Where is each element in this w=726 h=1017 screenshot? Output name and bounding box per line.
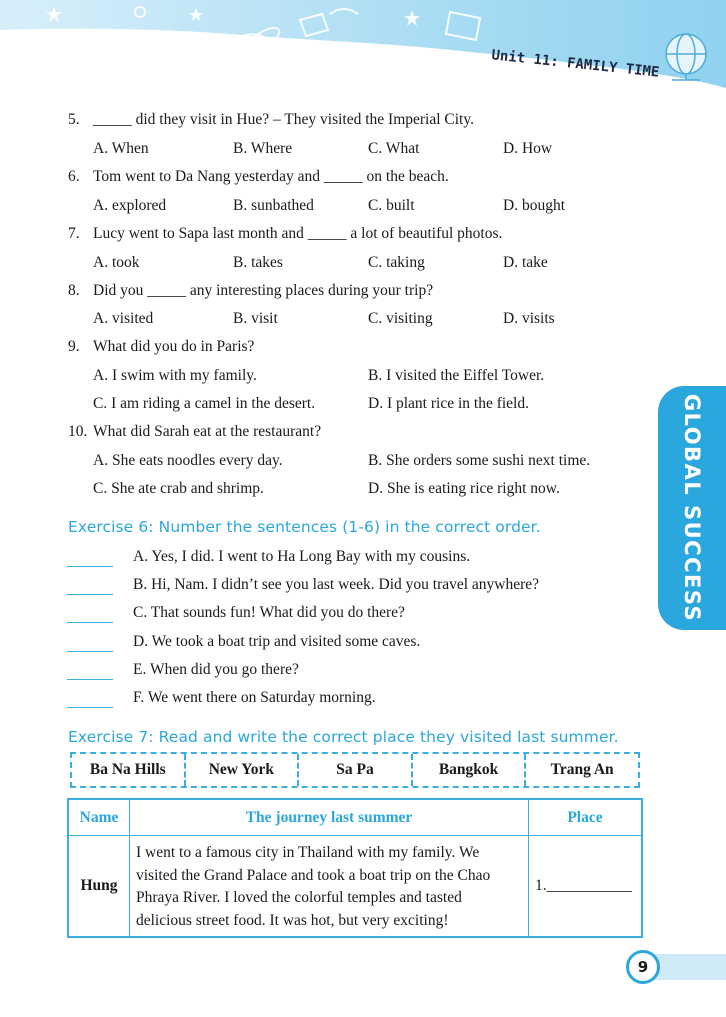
option-c[interactable]: C. She ate crab and shrimp. [93,480,264,497]
row-journey [130,836,529,938]
question-number: 7. [68,225,80,242]
question-text: Lucy went to Sapa last month and _____ a lot of beautiful photos. [93,225,503,242]
question-number: 9. [68,338,80,355]
option-b[interactable]: B. I visited the Eiffel Tower. [368,367,545,384]
word-box [70,752,640,788]
question-text: What did Sarah eat at the restaurant? [93,423,322,440]
journey-line: I went to a famous city in Thailand with my family. We [136,844,480,861]
journey-table [67,798,643,938]
option-c[interactable]: C. taking [368,254,425,271]
question-text: What did you do in Paris? [93,338,255,355]
table-row [68,836,642,938]
option-a[interactable]: A. When [93,140,149,157]
option-c[interactable]: C. I am riding a camel in the desert. [93,395,316,412]
dialogue-sentence: E. When did you go there? [133,661,299,678]
journey-line: delicious street food. It was hot, but very exciting! [136,911,449,929]
dialogue-sentence: D. We took a boat trip and visited some caves. [133,633,421,650]
answer-blank[interactable] [67,651,113,652]
option-b[interactable]: B. Where [233,140,293,157]
question-number: 10. [68,423,88,440]
option-d[interactable]: D. visits [503,310,555,327]
answer-blank[interactable] [67,622,113,623]
word-option: Ba Na Hills [72,754,186,786]
option-d[interactable]: D. take [503,254,548,271]
dialogue-sentence: A. Yes, I did. I went to Ha Long Bay with my cousins. [133,548,471,565]
option-b[interactable]: B. takes [233,254,283,271]
answer-blank[interactable] [67,594,113,595]
option-d[interactable]: D. She is eating rice right now. [368,480,560,497]
option-d[interactable]: D. bought [503,197,565,214]
option-a[interactable]: A. She eats noodles every day. [93,452,283,469]
exercise-7-title: Exercise 7: Read and write the correct place they visited last summer. [68,728,619,746]
column-header-journey: The journey last summer [130,799,529,836]
word-option: Sa Pa [299,754,413,786]
unit-title: Unit 11: FAMILY TIME [490,47,661,81]
question-number: 5. [68,111,80,128]
question-text: _____ did they visit in Hue? – They visited the Imperial City. [93,111,474,128]
row-name: Hung [68,836,130,938]
word-option: Trang An [550,761,614,778]
option-b[interactable]: B. sunbathed [233,197,314,214]
side-tab-label: GLOBAL SUCCESS [680,393,704,623]
journey-line: visited the Grand Palace and took a boat trip on the Chao [136,866,491,884]
exercise-6-title: Exercise 6: Number the sentences (1-6) in the correct order. [68,518,541,536]
option-a[interactable]: A. took [93,254,140,271]
option-d[interactable]: D. How [503,140,553,157]
word-option: New York [186,754,300,786]
journey-line: Phraya River. I loved the colorful temples and tasted [136,889,462,906]
option-b[interactable]: B. visit [233,310,278,327]
option-b[interactable]: B. She orders some sushi next time. [368,452,591,469]
column-header-name: Name [68,799,130,836]
question-text: Did you _____ any interesting places during your trip? [93,282,434,299]
header-banner [0,0,726,110]
row-place-answer[interactable]: 1.___________ [529,836,643,938]
option-a[interactable]: A. visited [93,310,154,327]
page-number: 9 [637,958,649,976]
answer-blank[interactable] [67,707,113,708]
option-a[interactable]: A. explored [93,197,167,214]
word-option: Bangkok [413,754,527,786]
dialogue-sentence: B. Hi, Nam. I didn’t see you last week. Did you travel anywhere? [133,576,540,593]
option-c[interactable]: C. built [368,197,415,214]
question-text: Tom went to Da Nang yesterday and _____ on the beach. [93,168,449,185]
column-header-place: Place [529,799,643,836]
dialogue-sentence: C. That sounds fun! What did you do there? [133,604,405,621]
option-c[interactable]: C. What [368,140,420,157]
option-c[interactable]: C. visiting [368,310,433,327]
answer-blank[interactable] [67,679,113,680]
dialogue-sentence: F. We went there on Saturday morning. [133,689,376,706]
page-number-badge [626,950,660,984]
question-number: 6. [68,168,80,185]
question-number: 8. [68,282,80,299]
answer-blank[interactable] [67,566,113,567]
table-header-row [68,799,642,836]
option-a[interactable]: A. I swim with my family. [93,367,257,384]
option-d[interactable]: D. I plant rice in the field. [368,395,529,412]
